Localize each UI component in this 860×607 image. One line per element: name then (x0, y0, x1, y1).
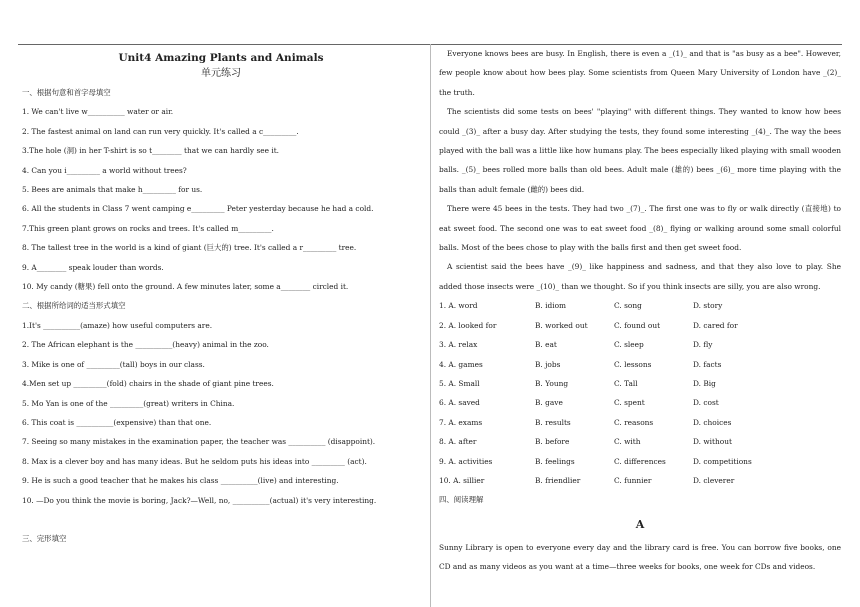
option-c: C. sleep (614, 340, 644, 350)
option-d: D. competitions (693, 456, 752, 466)
reading-passage: Sunny Library is open to everyone every day and the library card is free. You can borrow five books, one CD and as many videos as you want at a time—three weeks for books, one week for CDs and videos. (439, 542, 841, 572)
option-b: B. friendlier (535, 475, 581, 485)
option-a: 2. A. looked for (439, 320, 497, 330)
left-column (22, 44, 420, 548)
option-d: D. cared for (693, 320, 738, 330)
option-b: B. eat (535, 340, 557, 350)
right-column (439, 44, 841, 577)
option-c: C. with (614, 437, 641, 447)
option-a: 1. A. word (439, 301, 478, 311)
option-b: B. Young (535, 378, 569, 388)
option-row (439, 413, 841, 432)
question-line: 9. A________ speak louder than words. (22, 262, 164, 272)
question-line: 4. Can you i_________ a world without trees? (22, 165, 187, 175)
option-a: 3. A. relax (439, 340, 478, 350)
option-a: 6. A. saved (439, 398, 480, 408)
option-c: C. differences (614, 456, 666, 466)
worksheet-subtitle: 单元练习 (201, 68, 241, 79)
question-line: 10. My candy (糖果) fell onto the ground. A few minutes later, some a________ circled it. (22, 282, 349, 292)
column-divider (430, 44, 431, 607)
option-c: C. reasons (614, 417, 654, 427)
option-c: C. Tall (614, 378, 638, 388)
question-line: 10. —Do you think the movie is boring, Jack?—Well, no, __________(actual) it's very interesting. (22, 495, 377, 505)
option-b: B. worked out (535, 320, 588, 330)
question-line: 6. This coat is __________(expensive) than that one. (22, 417, 212, 427)
cloze-paragraph: The scientists did some tests on bees' "playing" with different things. They wanted to know how bees could _(3)_ after a busy day. After studying the tests, they found some interesting _(4)_. The way the bees played with the ball was a little like how humans play. The bees especially liked playing with small wooden balls. _(5)_ bees rolled more balls than old bees. Adult male (雄的) bees _(6)_ more time playing with the balls than adult female (雌的) bees did. (439, 107, 841, 194)
option-c: C. funnier (614, 475, 652, 485)
option-a: 9. A. activities (439, 456, 493, 466)
cloze-paragraph: There were 45 bees in the tests. They had two _(7)_. The first one was to fly or walk directly (直接地) to eat sweet food. The second one was to eat sweet food _(8)_ flying or walking around some small colorful balls. Most of the bees chose to play with the balls first and then get sweet food. (439, 204, 841, 253)
option-a: 4. A. games (439, 359, 483, 369)
option-c: C. lessons (614, 359, 652, 369)
question-line: 5. Mo Yan is one of the _________(great) writers in China. (22, 398, 235, 408)
question-line: 7. Seeing so many mistakes in the examination paper, the teacher was __________ (disappoint). (22, 437, 376, 447)
option-a: 7. A. exams (439, 417, 483, 427)
cloze-paragraph: Everyone knows bees are busy. In English, there is even a _(1)_ and that is "as busy as a bee". However, few people know about how bees play. Some scientists from Queen Mary University of London have _(2)_ the truth. (439, 49, 841, 97)
option-d: D. fly (693, 340, 713, 350)
cloze-paragraph: A scientist said the bees have _(9)_ like happiness and sadness, and that they also love to play. She added those insects were _(10)_ than we thought. So if you think insects are silly, you are also wrong. (439, 262, 841, 291)
section2-heading: 二、根据所给词的适当形式填空 (22, 301, 126, 311)
question-line: 8. Max is a clever boy and has many ideas. But he seldom puts his ideas into _________ (act). (22, 456, 367, 466)
option-b: B. before (535, 437, 570, 447)
option-d: D. cleverer (693, 475, 735, 485)
option-row (439, 452, 841, 471)
option-b: B. feelings (535, 456, 575, 466)
question-line: 8. The tallest tree in the world is a kind of giant (巨大的) tree. It's called a r_________ tree. (22, 243, 357, 253)
question-line: 2. The African elephant is the __________(heavy) animal in the zoo. (22, 340, 269, 350)
option-row (439, 296, 841, 315)
question-line: 1. We can't live w__________ water or air. (22, 107, 174, 117)
option-row (439, 335, 841, 354)
worksheet-title: Unit4 Amazing Plants and Animals (118, 52, 324, 64)
question-line: 3. Mike is one of _________(tall) boys in our class. (22, 359, 205, 369)
option-c: C. spent (614, 398, 645, 408)
question-line: 5. Bees are animals that make h_________ for us. (22, 185, 203, 195)
option-row (439, 316, 841, 335)
option-a: 8. A. after (439, 437, 477, 447)
option-row (439, 432, 841, 451)
question-line: 6. All the students in Class 7 went camping e_________ Peter yesterday because he had a cold. (22, 204, 374, 214)
question-line: 7.This green plant grows on rocks and trees. It's called m_________. (22, 223, 274, 233)
option-row (439, 393, 841, 412)
section4-heading: 四、阅读理解 (439, 495, 484, 505)
option-a: 5. A. Small (439, 378, 480, 388)
option-b: B. results (535, 417, 571, 427)
option-row (439, 355, 841, 374)
option-d: D. choices (693, 417, 732, 427)
question-line: 3.The hole (洞) in her T-shirt is so t________ that we can hardly see it. (22, 146, 280, 156)
option-d: D. story (693, 301, 723, 311)
option-d: D. cost (693, 398, 719, 408)
option-d: D. facts (693, 359, 722, 369)
option-row (439, 471, 841, 490)
option-row (439, 374, 841, 393)
cloze-options (439, 296, 841, 490)
section1-heading: 一、根据句意和首字母填空 (22, 88, 111, 97)
passage-letter: A (635, 517, 645, 531)
question-line: 1.It's __________(amaze) how useful computers are. (22, 320, 213, 330)
option-c: C. found out (614, 320, 661, 330)
option-b: B. gave (535, 398, 563, 408)
option-c: C. song (614, 301, 642, 311)
option-b: B. idiom (535, 301, 567, 311)
question-line: 4.Men set up _________(fold) chairs in the shade of giant pine trees. (22, 379, 274, 389)
question-line: 2. The fastest animal on land can run very quickly. It's called a c_________. (22, 126, 299, 136)
question-line: 9. He is such a good teacher that he makes his class __________(live) and interesting. (22, 476, 339, 486)
option-d: D. without (693, 437, 732, 447)
option-a: 10. A. sillier (439, 475, 485, 485)
option-b: B. jobs (535, 359, 561, 369)
section3-heading: 三、完形填空 (22, 533, 67, 543)
option-d: D. Big (693, 378, 716, 388)
